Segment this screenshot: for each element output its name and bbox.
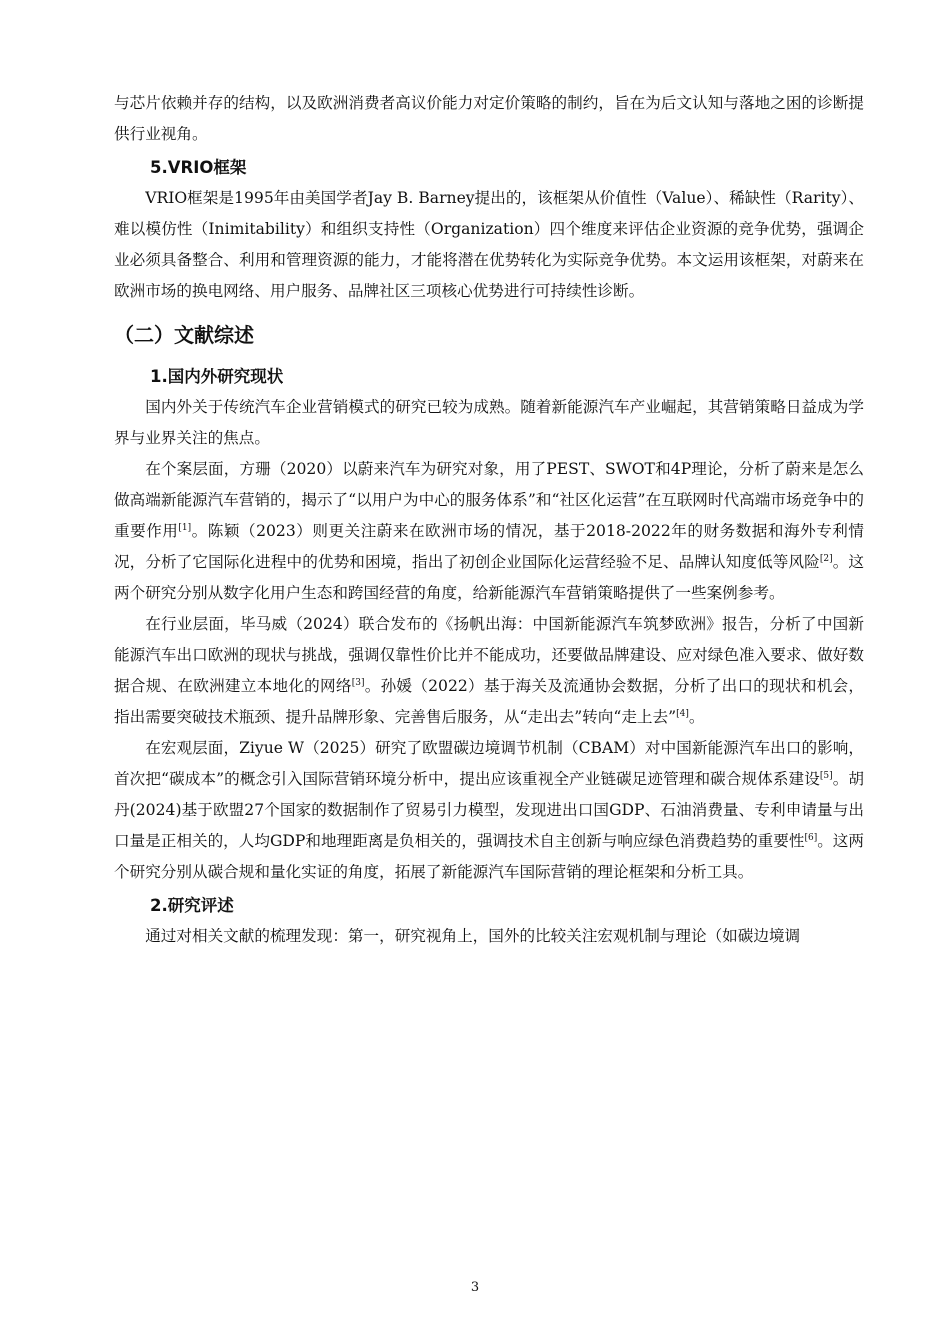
page-number: 3 [470, 1280, 480, 1295]
page-body [114, 88, 864, 952]
macro-text-c: 。这两个研究分别从碳合规和量化实证的角度，拓展了新能源汽车国际营销的理论框架和分析工具。 [114, 832, 864, 881]
heading-research-status: 1.国内外研究现状 [150, 367, 284, 386]
industry-text-a: 在行业层面，毕马威（2024）联合发布的《扬帆出海：中国新能源汽车筑梦欧洲》报告，分析了中国新能源汽车出口欧洲的现状与挑战，强调仅靠性价比并不能成功，还要做品牌建设、应对绿色准入要求、做好数据合规、在欧洲建立本地化的网络 [114, 615, 864, 695]
paragraph-macro-level [114, 733, 864, 888]
paragraph-industry-level [114, 609, 864, 733]
macro-text-a: 在宏观层面，Ziyue W（2025）研究了欧盟碳边境调节机制（CBAM）对中国新能源汽车出口的影响，首次把“碳成本”的概念引入国际营销环境分析中，提出应该重视全产业链碳足迹管理和碳合规体系建设 [114, 739, 864, 788]
citation-1: [1] [178, 522, 192, 533]
citation-2: [2] [819, 553, 833, 564]
citation-4: [4] [676, 708, 689, 719]
citation-6: [6] [804, 832, 818, 843]
paragraph-intro: 国内外关于传统汽车企业营销模式的研究已较为成熟。随着新能源汽车产业崛起，其营销策略日益成为学界与业界关注的焦点。 [114, 398, 864, 447]
case-text-c: 。这两个研究分别从数字化用户生态和跨国经营的角度，给新能源汽车营销策略提供了一些案例参考。 [114, 553, 864, 602]
citation-5: [5] [819, 770, 833, 781]
paragraph-vrio: VRIO框架是1995年由美国学者Jay B. Barney提出的，该框架从价值性（Value）、稀缺性（Rarity）、难以模仿性（Inimitability）和组织支持性（Organization）四个维度来评估企业资源的竞争优势，强调企业必须具备整合、利用和管理资源的能力，才能将潜在优势转化为实际竞争优势。本文运用该框架，对蔚来在欧洲市场的换电网络、用户服务、品牌社区三项核心优势进行可持续性诊断。 [114, 189, 864, 300]
paragraph-review: 通过对相关文献的梳理发现：第一，研究视角上，国外的比较关注宏观机制与理论（如碳边境调 [145, 927, 801, 945]
citation-3: [3] [351, 677, 365, 688]
macro-text-b: 。胡丹(2024)基于欧盟27个国家的数据制作了贸易引力模型，发现进出口国GDP、石油消费量、专利申请量与出口量是正相关的，人均GDP和地理距离是负相关的，强调技术自主创新与响应绿色消费趋势的重要性 [114, 770, 864, 850]
heading-vrio-framework: 5.VRIO框架 [150, 158, 247, 177]
heading-research-review: 2.研究评述 [150, 896, 234, 915]
industry-text-c: 。 [688, 708, 705, 726]
heading-literature-review: （二）文献综述 [114, 323, 254, 347]
continuation-paragraph: 与芯片依赖并存的结构，以及欧洲消费者高议价能力对定价策略的制约，旨在为后文认知与落地之困的诊断提供行业视角。 [114, 94, 864, 143]
industry-text-b: 。孙媛（2022）基于海关及流通协会数据，分析了出口的现状和机会，指出需要突破技术瓶颈、提升品牌形象、完善售后服务，从“走出去”转向“走上去” [114, 677, 864, 726]
case-text-b: 。陈颖（2023）则更关注蔚来在欧洲市场的情况，基于2018-2022年的财务数据和海外专利情况，分析了它国际化进程中的优势和困境，指出了初创企业国际化运营经验不足、品牌认知度低等风险 [114, 522, 864, 571]
paragraph-case-level [114, 454, 864, 609]
case-text-a: 在个案层面，方珊（2020）以蔚来汽车为研究对象，用了PEST、SWOT和4P理论，分析了蔚来是怎么做高端新能源汽车营销的，揭示了“以用户为中心的服务体系”和“社区化运营”在互联网时代高端市场竞争中的重要作用 [114, 460, 864, 540]
